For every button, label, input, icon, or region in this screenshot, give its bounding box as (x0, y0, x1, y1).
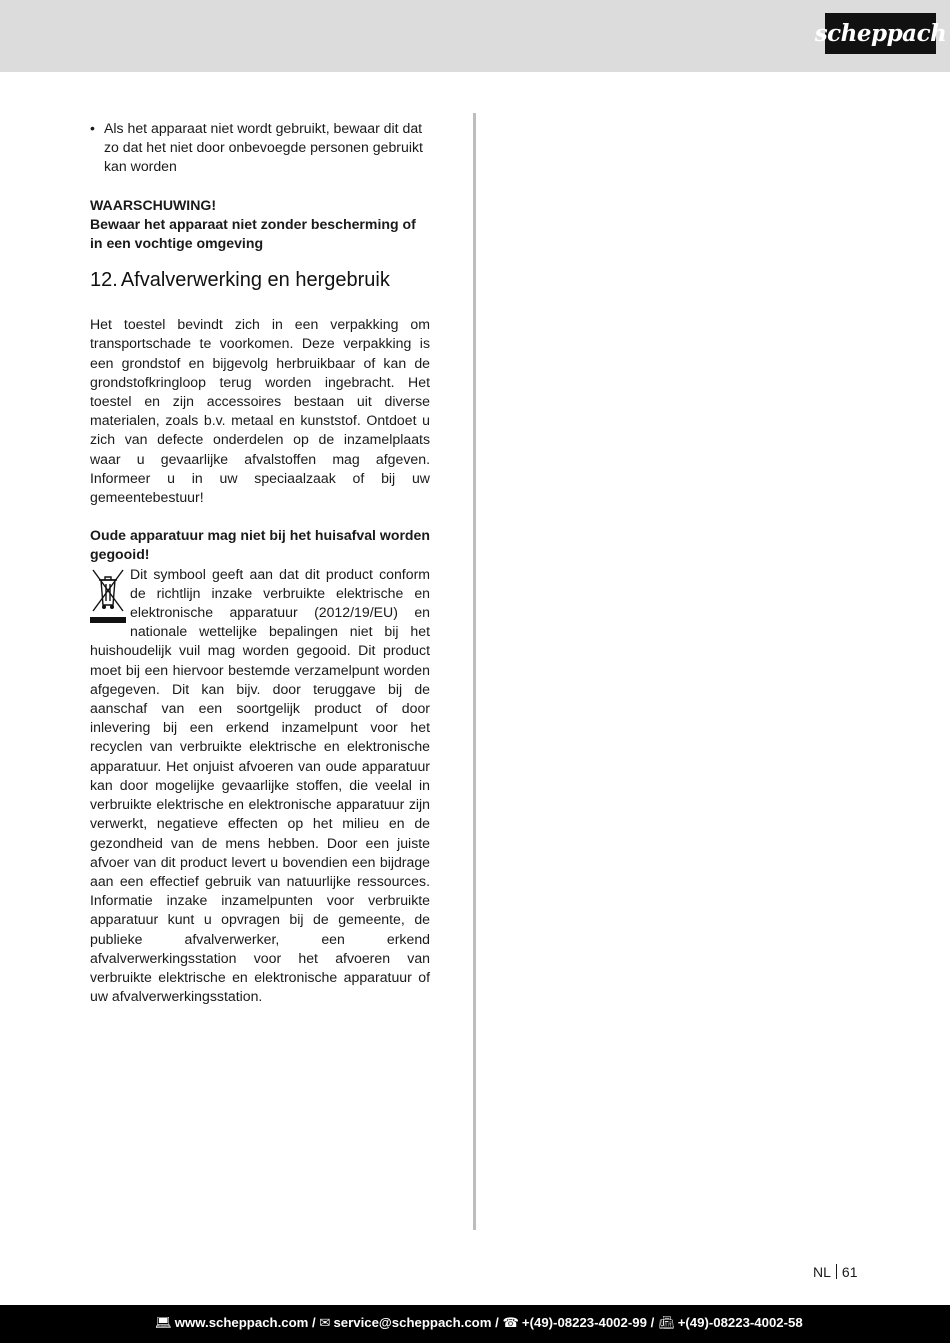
list-item (90, 119, 430, 177)
footer-separator: / (495, 1315, 499, 1330)
website-link[interactable]: www.scheppach.com (174, 1315, 309, 1330)
bullet-dot: • (90, 120, 95, 136)
header-band (0, 0, 950, 72)
computer-icon: 💻︎ (155, 1315, 172, 1330)
weee-crossed-bin-icon (90, 567, 126, 624)
warning-title: WAARSCHUWING! (90, 196, 217, 213)
disposal-heading: Oude apparatuur mag niet bij het huisafval worden gegooid! (90, 527, 430, 563)
warning-text: Bewaar het apparaat niet zonder bescherming of in een vochtige omgeving (90, 215, 416, 252)
phone-icon: ☎ (502, 1315, 519, 1330)
section-number: 12. (90, 269, 118, 292)
footer-separator: / (312, 1315, 316, 1330)
section-heading (90, 267, 430, 293)
paragraph-weee: Dit symbool geeft aan dat dit product conform de richtlijn inzake verbruikte elektrische en elektronische apparatuur (2012/19/EU) en nationale wettelijke bepalingen niet bij het huishoudelijk vuil mag worden gegooid. Dit product moet bij een hiervoor bestemde verzamelpunt worden afgegeven. Dit kan bijv. door teruggave bij de aanschaf van een soortgelijk product of door inlevering bij een erkend inzamelpunt voor het recyclen van verbruikte elektrische en elektronische apparatuur. Het onjuist afvoeren van oude apparatuur kan door mogelijke gevaarlijke stoffen, die veelal in verbruikte elektrische en elektronische apparatuur zijn verwerkt, negatieve effecten op het milieu en de gezondheid van de mens hebben. Door een juiste afvoer van dit product levert u bovendien een bijdrage aan een effectief gebruik van natuurlijke ressources. Informatie inzake inzamelpunten voor verbruikte apparatuur kunt u opvragen bij de gemeente, de publieke afvalverwerker, een erkend afvalverwerkingsstation voor het afvoeren van verbruikte elektrische en elektronische apparatuur of uw afvalverwerkingsstation. (90, 565, 430, 1005)
page-separator (836, 1264, 837, 1279)
bullet-text: Als het apparaat niet wordt gebruikt, bewaar dit dat zo dat het niet door onbevoegde personen gebruikt kan worden (104, 120, 423, 175)
fax-icon: 📠︎ (657, 1315, 675, 1330)
disposal-block (90, 565, 430, 1007)
fax-number: +(49)-08223-4002-58 (677, 1315, 803, 1330)
page-number-value: 61 (841, 1264, 858, 1280)
email-link[interactable]: service@scheppach.com (333, 1315, 492, 1330)
brand-logo[interactable]: scheppach (825, 13, 936, 54)
paragraph-packaging: Het toestel bevindt zich in een verpakking om transportschade te voorkomen. Deze verpakking is een grondstof en bijgevolg herbruikbaar of kan de grondstofkringloop terug worden ingebracht. Het toestel en zijn accessoires bestaan uit diverse materialen, zoals b.v. metaal en kunststof. Ontdoet u zich van defecte onderdelen op de inzamelplaats waar u gevaarlijke afvalstoffen mag afgeven. Informeer u in uw speciaalzaak of bij uw gemeentebestuur! (90, 316, 430, 506)
mail-icon: ✉ (319, 1315, 331, 1330)
footer-band (0, 1305, 950, 1343)
section-title: Afvalverwerking en hergebruik (120, 269, 390, 292)
contact-line (155, 1315, 803, 1331)
column-divider (473, 113, 476, 1230)
language-code: NL (813, 1264, 831, 1280)
phone-number: +(49)-08223-4002-99 (521, 1315, 647, 1330)
footer-separator: / (650, 1315, 655, 1330)
warning-block (90, 196, 430, 254)
page-number (813, 1264, 857, 1280)
left-column (90, 119, 430, 1006)
